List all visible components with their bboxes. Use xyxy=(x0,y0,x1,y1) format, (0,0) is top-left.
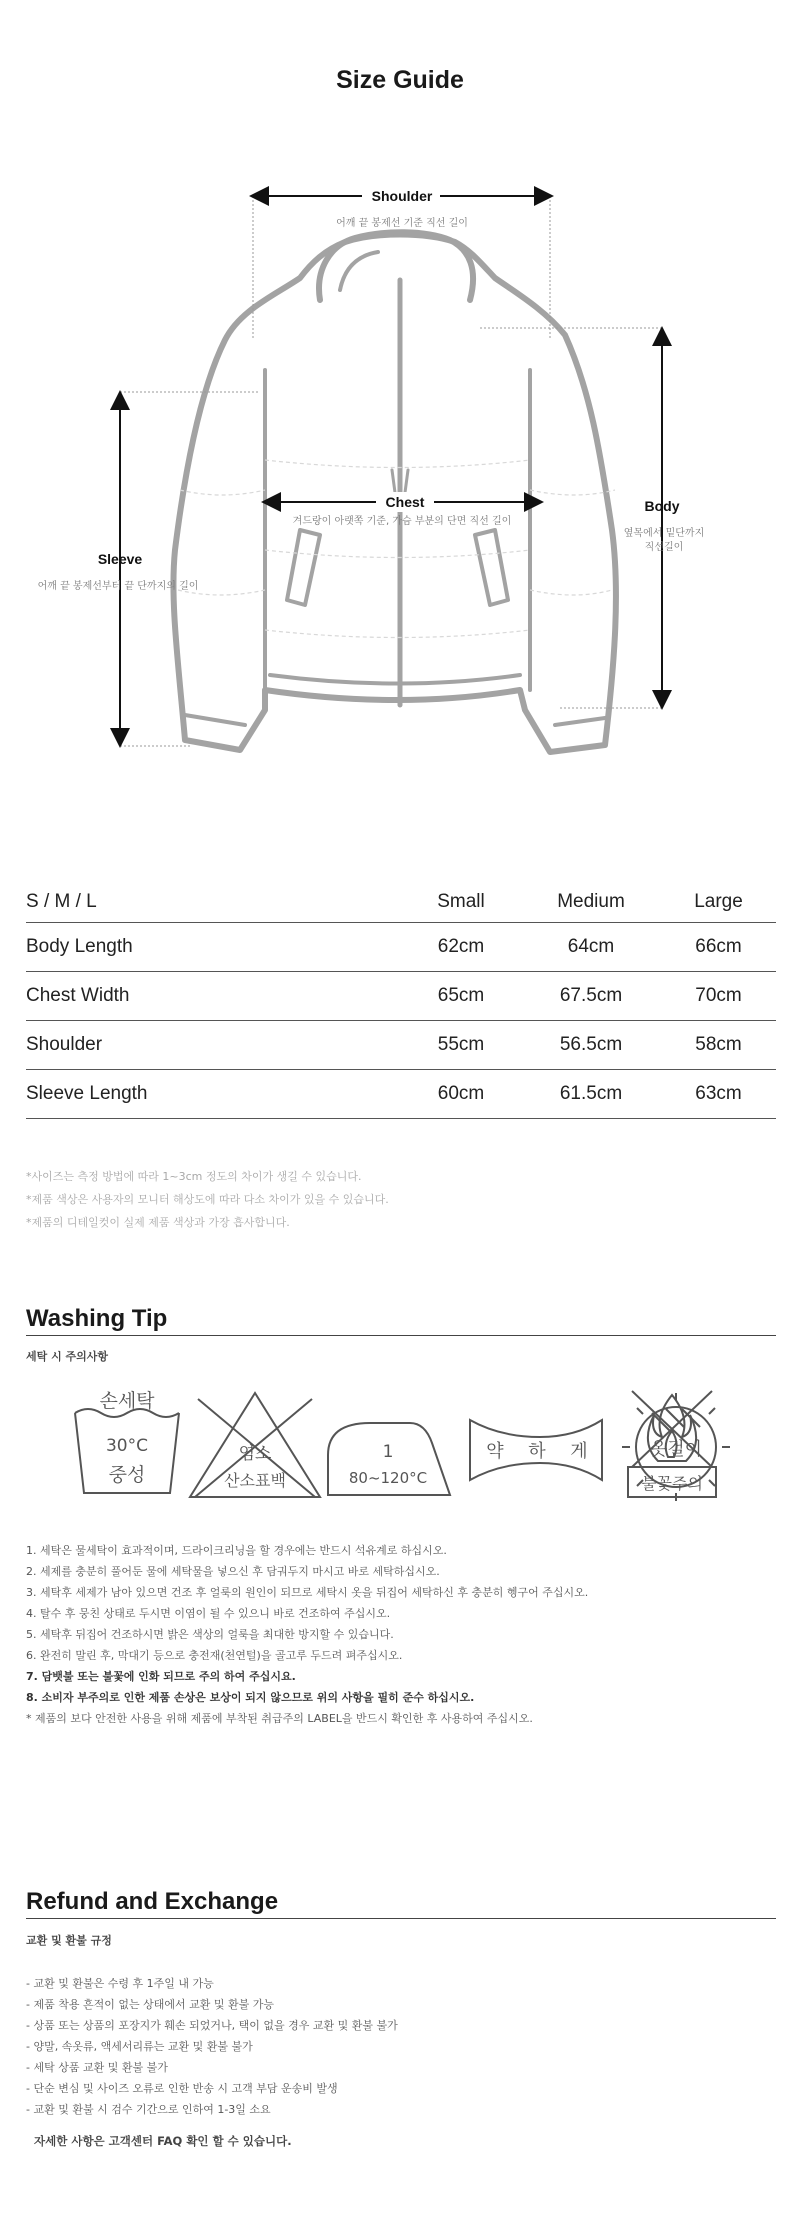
list-item: 5. 세탁후 뒤집어 건조하시면 밝은 색상의 얼룩을 최대한 방지할 수 있습니다. xyxy=(26,1628,394,1641)
table-row xyxy=(26,923,776,972)
body-desc-1: 옆목에서 밑단까지 xyxy=(623,528,705,539)
table-row xyxy=(26,1021,776,1070)
table-header xyxy=(26,882,776,923)
fire-caution-text: 불꽃주의 xyxy=(641,1474,703,1493)
list-item: - 제품 착용 흔적이 없는 상태에서 교환 및 환불 가능 xyxy=(26,1998,274,2011)
cell-small: 60cm xyxy=(437,1083,485,1104)
hanger-text: 옷걸이 xyxy=(649,1439,703,1460)
hand-wash-line2: 중성 xyxy=(108,1464,146,1486)
list-item: 6. 완전히 말린 후, 막대기 등으로 충전재(천연털)을 골고루 두드려 펴주십시오. xyxy=(26,1649,403,1662)
hand-wash-line1: 손세탁 xyxy=(99,1390,155,1412)
washing-title: Washing Tip xyxy=(26,1305,776,1336)
list-item: - 상품 또는 상품의 포장지가 훼손 되었거나, 택이 없을 경우 교환 및 환불 불가 xyxy=(26,2019,398,2032)
body-label: Body xyxy=(644,498,680,514)
shoulder-desc: 어깨 끝 봉제선 기준 직선 길이 xyxy=(336,218,468,229)
cell-medium: 67.5cm xyxy=(559,985,623,1006)
chest-desc: 겨드랑이 아랫쪽 기준, 가슴 부분의 단면 직선 길이 xyxy=(292,516,512,527)
shoulder-label: Shoulder xyxy=(371,188,433,204)
fire-caution-icon xyxy=(624,1385,720,1505)
cell-small: 65cm xyxy=(437,985,485,1006)
body-desc-2: 직선길이 xyxy=(644,542,684,553)
table-row xyxy=(26,972,776,1021)
list-item: - 세탁 상품 교환 및 환불 불가 xyxy=(26,2061,168,2074)
size-table xyxy=(26,882,776,1119)
jacket-size-diagram xyxy=(0,170,800,770)
row-label: Chest Width xyxy=(26,985,130,1006)
cell-large: 66cm xyxy=(695,936,742,957)
sleeve-label: Sleeve xyxy=(97,551,143,567)
bleach-line1: 염소 xyxy=(238,1444,272,1464)
row-label: Body Length xyxy=(26,936,133,957)
chest-label: Chest xyxy=(385,494,425,510)
sleeve-desc: 어깨 끝 봉제선부터 끝 단까지의 길이 xyxy=(37,581,199,592)
cell-large: 70cm xyxy=(695,985,742,1006)
refund-title: Refund and Exchange xyxy=(26,1888,776,1919)
refund-subtitle: 교환 및 환불 규정 xyxy=(26,1934,112,1947)
washing-instructions xyxy=(26,1540,786,1729)
header-medium: Medium xyxy=(557,891,625,912)
cell-small: 55cm xyxy=(437,1034,485,1055)
list-item: - 교환 및 환불은 수령 후 1주일 내 가능 xyxy=(26,1977,214,1990)
list-item: 1. 세탁은 물세탁이 효과적이며, 드라이크리닝을 할 경우에는 반드시 석유계로 하십시오. xyxy=(26,1544,447,1557)
list-item: * 제품의 보다 안전한 사용을 위해 제품에 부착된 취급주의 LABEL을 반드시 확인한 후 사용하여 주십시오. xyxy=(26,1712,533,1725)
page-title: Size Guide xyxy=(336,66,464,94)
list-item: - 단순 변심 및 사이즈 오류로 인한 반송 시 고객 부담 운송비 발생 xyxy=(26,2082,338,2095)
cell-large: 58cm xyxy=(695,1034,742,1055)
header-small: Small xyxy=(437,891,485,912)
list-item: 2. 세제를 충분히 풀어둔 물에 세탁물을 넣으신 후 담궈두지 마시고 바로 세탁하십시오. xyxy=(26,1565,440,1578)
washing-subtitle: 세탁 시 주의사항 xyxy=(26,1350,109,1363)
cell-medium: 64cm xyxy=(567,936,615,957)
list-item: - 교환 및 환불 시 검수 기간으로 인하여 1-3일 소요 xyxy=(26,2103,271,2116)
header-large: Large xyxy=(694,891,743,912)
refund-footer-note: 자세한 사항은 고객센터 FAQ 확인 할 수 있습니다. xyxy=(34,2134,292,2148)
gentle-char-3: 게 xyxy=(570,1441,588,1462)
note: *제품의 디테일컷이 실제 제품 색상과 가장 흡사합니다. xyxy=(26,1216,290,1229)
row-label: Shoulder xyxy=(26,1034,103,1055)
note: *제품 색상은 사용자의 모니터 해상도에 따라 다소 차이가 있을 수 있습니다. xyxy=(26,1193,389,1206)
iron-num: 1 xyxy=(382,1442,394,1462)
list-item: - 양말, 속옷류, 액세서리류는 교환 및 환불 불가 xyxy=(26,2040,253,2053)
list-item: 3. 세탁후 세제가 남아 있으면 건조 후 얼룩의 원인이 되므로 세탁시 옷을 뒤집어 세탁하신 후 충분히 헹구어 주십시오. xyxy=(26,1586,589,1599)
row-label: Sleeve Length xyxy=(26,1083,148,1104)
gentle-char-1: 약 xyxy=(486,1441,504,1462)
cell-large: 63cm xyxy=(695,1083,742,1104)
iron-temp: 80~120°C xyxy=(348,1469,428,1487)
header-label: S / M / L xyxy=(26,891,97,912)
list-item-warning: 7. 담뱃불 또는 불꽃에 인화 되므로 주의 하여 주십시요. xyxy=(26,1670,296,1683)
cell-medium: 61.5cm xyxy=(559,1083,623,1104)
cell-small: 62cm xyxy=(437,936,485,957)
gentle-char-2: 하 xyxy=(528,1441,546,1462)
bleach-line2: 산소표백 xyxy=(224,1471,286,1490)
note: *사이즈는 측정 방법에 따라 1~3cm 정도의 차이가 생길 수 있습니다. xyxy=(26,1170,362,1183)
size-notes xyxy=(26,1165,776,1234)
list-item-warning: 8. 소비자 부주의로 인한 제품 손상은 보상이 되지 않으므로 위의 사항을 필히 준수 하십시오. xyxy=(26,1691,475,1704)
list-item: 4. 탈수 후 뭉친 상태로 두시면 이염이 될 수 있으니 바로 건조하여 주십시오. xyxy=(26,1607,391,1620)
hand-wash-temp: 30°C xyxy=(105,1436,149,1456)
cell-medium: 56.5cm xyxy=(559,1034,623,1055)
table-row xyxy=(26,1070,776,1119)
refund-policy-list xyxy=(26,1973,786,2120)
